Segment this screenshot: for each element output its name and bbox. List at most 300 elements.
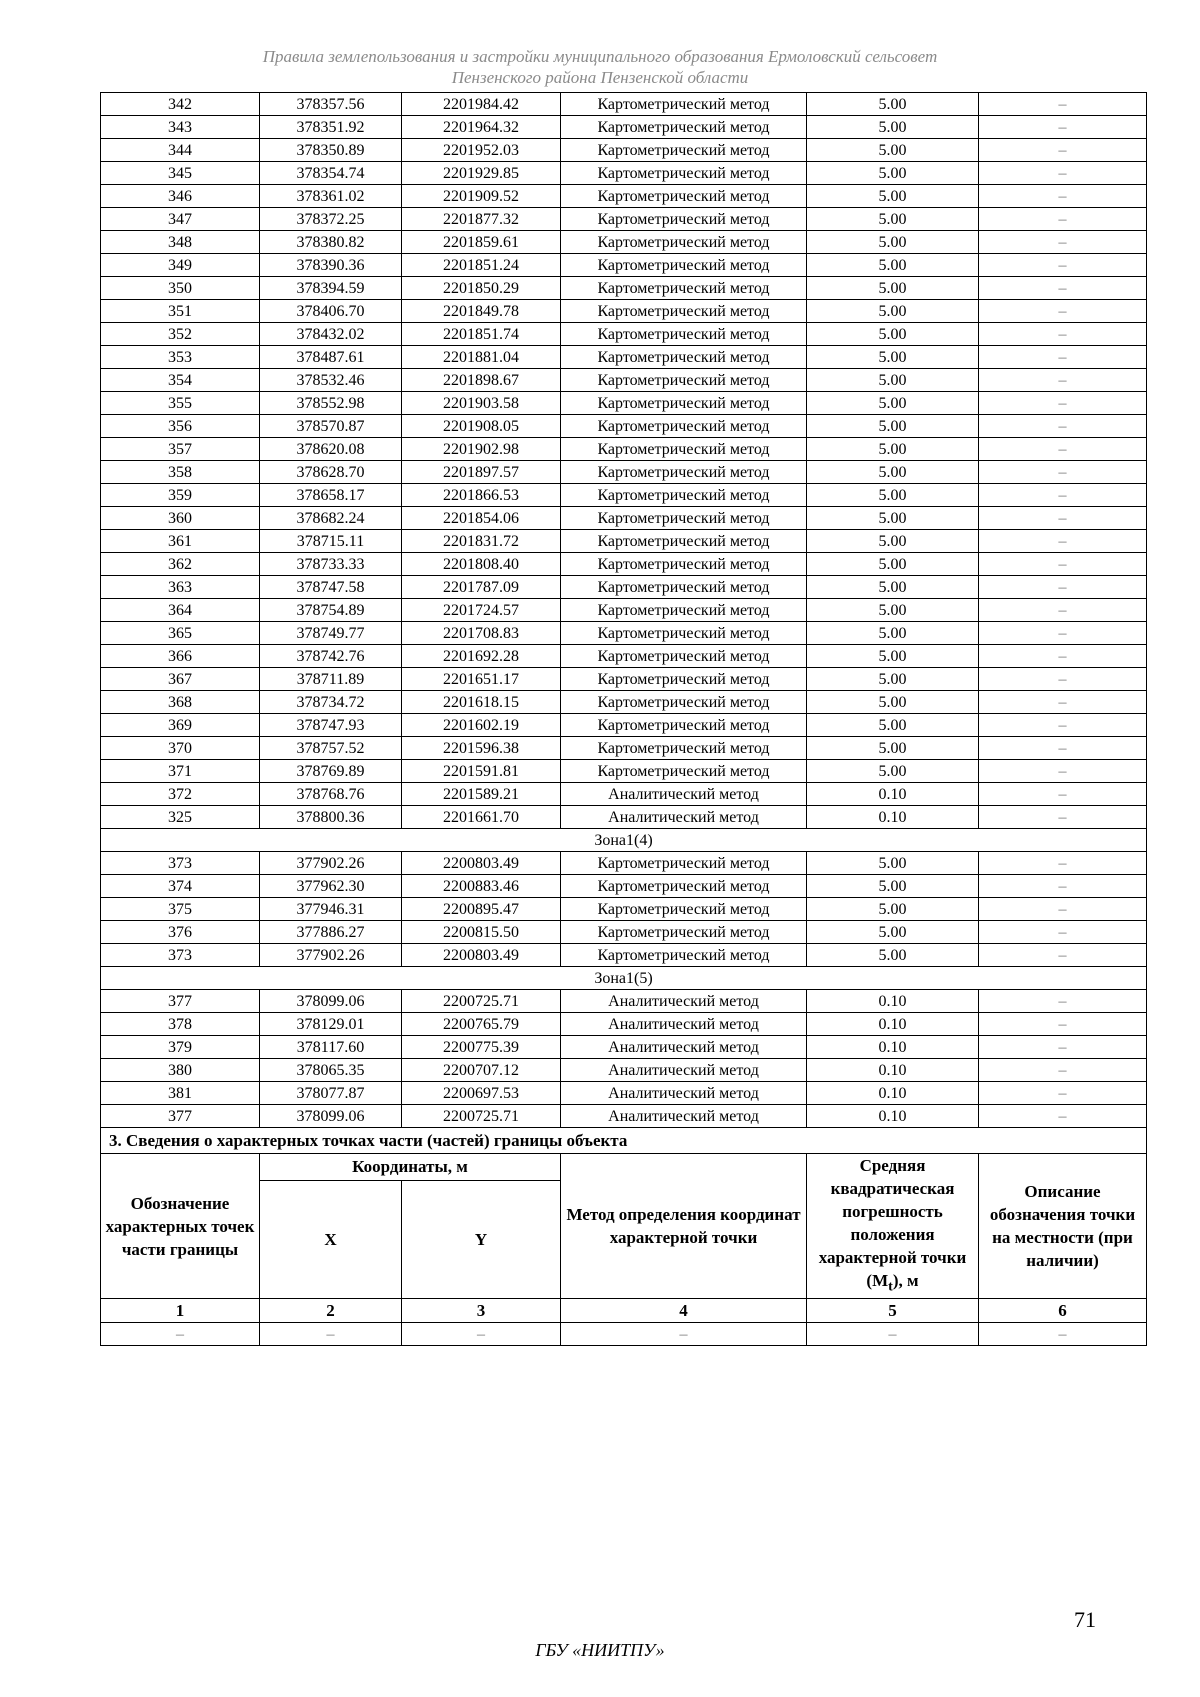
point-number-cell: 355 [101, 392, 260, 415]
error-cell: 5.00 [807, 208, 979, 231]
description-cell: – [979, 806, 1147, 829]
empty-cell: – [260, 1323, 402, 1346]
method-cell: Картометрический метод [561, 116, 807, 139]
table-row [101, 1105, 1147, 1128]
method-cell: Картометрический метод [561, 461, 807, 484]
x-cell: 377946.31 [260, 898, 402, 921]
y-cell: 2200815.50 [402, 921, 561, 944]
x-cell: 378800.36 [260, 806, 402, 829]
y-cell: 2200725.71 [402, 990, 561, 1013]
point-number-cell: 356 [101, 415, 260, 438]
point-number-cell: 360 [101, 507, 260, 530]
method-cell: Аналитический метод [561, 1036, 807, 1059]
table-row [101, 300, 1147, 323]
x-cell: 378620.08 [260, 438, 402, 461]
point-number-cell: 372 [101, 783, 260, 806]
description-cell: – [979, 415, 1147, 438]
method-cell: Картометрический метод [561, 760, 807, 783]
error-cell: 0.10 [807, 1013, 979, 1036]
y-cell: 2200775.39 [402, 1036, 561, 1059]
x-cell: 378099.06 [260, 990, 402, 1013]
error-cell: 5.00 [807, 691, 979, 714]
y-cell: 2201859.61 [402, 231, 561, 254]
error-cell: 5.00 [807, 300, 979, 323]
point-number-cell: 377 [101, 990, 260, 1013]
point-number-cell: 373 [101, 944, 260, 967]
error-cell: 5.00 [807, 737, 979, 760]
table-row [101, 461, 1147, 484]
x-cell: 378354.74 [260, 162, 402, 185]
x-cell: 378769.89 [260, 760, 402, 783]
header-y: Y [402, 1180, 561, 1299]
y-cell: 2201851.74 [402, 323, 561, 346]
description-cell: – [979, 760, 1147, 783]
error-cell: 5.00 [807, 277, 979, 300]
description-cell: – [979, 645, 1147, 668]
empty-cell: – [979, 1323, 1147, 1346]
description-cell: – [979, 530, 1147, 553]
table-row [101, 139, 1147, 162]
y-cell: 2201849.78 [402, 300, 561, 323]
empty-cell: – [561, 1323, 807, 1346]
header-coordinates: Координаты, м [260, 1154, 561, 1181]
method-cell: Картометрический метод [561, 484, 807, 507]
description-cell: – [979, 162, 1147, 185]
x-cell: 378077.87 [260, 1082, 402, 1105]
x-cell: 378757.52 [260, 737, 402, 760]
table-row [101, 1059, 1147, 1082]
y-cell: 2201964.32 [402, 116, 561, 139]
method-cell: Картометрический метод [561, 737, 807, 760]
y-cell: 2201708.83 [402, 622, 561, 645]
error-cell: 5.00 [807, 93, 979, 116]
y-cell: 2200707.12 [402, 1059, 561, 1082]
y-cell: 2201854.06 [402, 507, 561, 530]
method-cell: Картометрический метод [561, 208, 807, 231]
zone-row [101, 829, 1147, 852]
zone-rows-4 [101, 852, 1147, 967]
description-cell: – [979, 254, 1147, 277]
point-number-cell: 378 [101, 1013, 260, 1036]
method-cell: Картометрический метод [561, 944, 807, 967]
method-cell: Аналитический метод [561, 1082, 807, 1105]
method-cell: Картометрический метод [561, 921, 807, 944]
section-title: 3. Сведения о характерных точках части (частей) границы объекта [101, 1128, 1147, 1154]
y-cell: 2201661.70 [402, 806, 561, 829]
error-cell: 5.00 [807, 530, 979, 553]
table-row [101, 852, 1147, 875]
x-cell: 378749.77 [260, 622, 402, 645]
table-row [101, 1013, 1147, 1036]
error-cell: 5.00 [807, 553, 979, 576]
table-row [101, 208, 1147, 231]
method-cell: Аналитический метод [561, 1105, 807, 1128]
error-cell: 5.00 [807, 231, 979, 254]
error-cell: 5.00 [807, 254, 979, 277]
method-cell: Картометрический метод [561, 645, 807, 668]
error-cell: 5.00 [807, 852, 979, 875]
error-cell: 5.00 [807, 369, 979, 392]
empty-cell: – [402, 1323, 561, 1346]
error-cell: 5.00 [807, 415, 979, 438]
table-row [101, 1082, 1147, 1105]
y-cell: 2200895.47 [402, 898, 561, 921]
x-cell: 378351.92 [260, 116, 402, 139]
description-cell: – [979, 944, 1147, 967]
y-cell: 2201591.81 [402, 760, 561, 783]
table-row [101, 576, 1147, 599]
x-cell: 378117.60 [260, 1036, 402, 1059]
method-cell: Картометрический метод [561, 139, 807, 162]
x-cell: 378747.93 [260, 714, 402, 737]
y-cell: 2200765.79 [402, 1013, 561, 1036]
x-cell: 377886.27 [260, 921, 402, 944]
x-cell: 377962.30 [260, 875, 402, 898]
point-number-cell: 363 [101, 576, 260, 599]
table-row [101, 530, 1147, 553]
description-cell: – [979, 1013, 1147, 1036]
page-header [0, 46, 1200, 88]
point-number-cell: 346 [101, 185, 260, 208]
section-3 [101, 1128, 1147, 1346]
y-cell: 2201831.72 [402, 530, 561, 553]
description-cell: – [979, 668, 1147, 691]
y-cell: 2201692.28 [402, 645, 561, 668]
error-cell: 5.00 [807, 323, 979, 346]
error-cell: 5.00 [807, 185, 979, 208]
point-number-cell: 325 [101, 806, 260, 829]
x-cell: 378129.01 [260, 1013, 402, 1036]
method-cell: Картометрический метод [561, 875, 807, 898]
table-row [101, 93, 1147, 116]
x-cell: 378570.87 [260, 415, 402, 438]
point-number-cell: 347 [101, 208, 260, 231]
error-cell: 0.10 [807, 1036, 979, 1059]
table-row [101, 438, 1147, 461]
point-number-cell: 381 [101, 1082, 260, 1105]
method-cell: Картометрический метод [561, 852, 807, 875]
table-row [101, 806, 1147, 829]
y-cell: 2201902.98 [402, 438, 561, 461]
description-cell: – [979, 852, 1147, 875]
error-cell: 5.00 [807, 599, 979, 622]
column-number: 5 [807, 1299, 979, 1323]
error-cell: 5.00 [807, 438, 979, 461]
zone-rows-5 [101, 990, 1147, 1128]
x-cell: 378406.70 [260, 300, 402, 323]
method-cell: Аналитический метод [561, 1013, 807, 1036]
y-cell: 2201929.85 [402, 162, 561, 185]
method-cell: Аналитический метод [561, 990, 807, 1013]
error-cell: 5.00 [807, 346, 979, 369]
description-cell: – [979, 691, 1147, 714]
point-number-cell: 377 [101, 1105, 260, 1128]
description-cell: – [979, 990, 1147, 1013]
table-row [101, 599, 1147, 622]
method-cell: Аналитический метод [561, 1059, 807, 1082]
point-number-cell: 343 [101, 116, 260, 139]
error-cell: 0.10 [807, 990, 979, 1013]
description-cell: – [979, 553, 1147, 576]
method-cell: Картометрический метод [561, 622, 807, 645]
method-cell: Картометрический метод [561, 898, 807, 921]
point-number-cell: 373 [101, 852, 260, 875]
description-cell: – [979, 438, 1147, 461]
error-cell: 5.00 [807, 622, 979, 645]
table-row [101, 760, 1147, 783]
x-cell: 378532.46 [260, 369, 402, 392]
x-cell: 378390.36 [260, 254, 402, 277]
table-row [101, 1036, 1147, 1059]
method-cell: Картометрический метод [561, 369, 807, 392]
point-number-cell: 364 [101, 599, 260, 622]
description-cell: – [979, 714, 1147, 737]
point-number-cell: 375 [101, 898, 260, 921]
header-point-designation: Обозначение характерных точек части границы [101, 1154, 260, 1299]
point-number-cell: 359 [101, 484, 260, 507]
description-cell: – [979, 576, 1147, 599]
description-cell: – [979, 484, 1147, 507]
method-cell: Картометрический метод [561, 530, 807, 553]
y-cell: 2201651.17 [402, 668, 561, 691]
x-cell: 378394.59 [260, 277, 402, 300]
point-number-cell: 379 [101, 1036, 260, 1059]
point-number-cell: 342 [101, 93, 260, 116]
table-row [101, 484, 1147, 507]
table-row [101, 346, 1147, 369]
table-row [101, 162, 1147, 185]
error-cell: 5.00 [807, 392, 979, 415]
description-cell: – [979, 1036, 1147, 1059]
y-cell: 2200883.46 [402, 875, 561, 898]
table-row [101, 254, 1147, 277]
method-cell: Картометрический метод [561, 185, 807, 208]
description-cell: – [979, 116, 1147, 139]
coordinates-table [100, 92, 1147, 1346]
point-number-cell: 345 [101, 162, 260, 185]
description-cell: – [979, 323, 1147, 346]
x-cell: 378682.24 [260, 507, 402, 530]
description-cell: – [979, 783, 1147, 806]
method-cell: Картометрический метод [561, 415, 807, 438]
column-number: 4 [561, 1299, 807, 1323]
y-cell: 2200803.49 [402, 944, 561, 967]
y-cell: 2200725.71 [402, 1105, 561, 1128]
point-number-cell: 374 [101, 875, 260, 898]
header-line-2: Пензенского района Пензенской области [451, 68, 749, 87]
point-number-cell: 370 [101, 737, 260, 760]
zone-label: Зона1(4) [101, 829, 1147, 852]
point-number-cell: 354 [101, 369, 260, 392]
table-row [101, 944, 1147, 967]
point-number-cell: 371 [101, 760, 260, 783]
y-cell: 2201903.58 [402, 392, 561, 415]
table-row [101, 898, 1147, 921]
description-cell: – [979, 737, 1147, 760]
table-row [101, 645, 1147, 668]
table-row [101, 622, 1147, 645]
empty-cell: – [807, 1323, 979, 1346]
table-row [101, 507, 1147, 530]
method-cell: Картометрический метод [561, 553, 807, 576]
column-number: 1 [101, 1299, 260, 1323]
empty-row [101, 1323, 1147, 1346]
y-cell: 2201596.38 [402, 737, 561, 760]
error-cell: 5.00 [807, 668, 979, 691]
point-number-cell: 367 [101, 668, 260, 691]
empty-cell: – [101, 1323, 260, 1346]
error-cell: 5.00 [807, 576, 979, 599]
error-cell: 5.00 [807, 921, 979, 944]
table-row [101, 875, 1147, 898]
x-cell: 378099.06 [260, 1105, 402, 1128]
point-number-cell: 365 [101, 622, 260, 645]
method-cell: Картометрический метод [561, 691, 807, 714]
error-cell: 5.00 [807, 116, 979, 139]
error-cell: 5.00 [807, 714, 979, 737]
column-number: 2 [260, 1299, 402, 1323]
y-cell: 2201602.19 [402, 714, 561, 737]
x-cell: 378711.89 [260, 668, 402, 691]
point-number-cell: 344 [101, 139, 260, 162]
method-cell: Картометрический метод [561, 162, 807, 185]
table-row [101, 369, 1147, 392]
error-cell: 5.00 [807, 139, 979, 162]
x-cell: 378628.70 [260, 461, 402, 484]
description-cell: – [979, 898, 1147, 921]
x-cell: 378372.25 [260, 208, 402, 231]
x-cell: 378715.11 [260, 530, 402, 553]
y-cell: 2201618.15 [402, 691, 561, 714]
error-cell: 5.00 [807, 645, 979, 668]
y-cell: 2201851.24 [402, 254, 561, 277]
header-error: Средняя квадратическая погрешность положения характерной точки $(M_t)$, м [807, 1154, 979, 1299]
description-cell: – [979, 921, 1147, 944]
method-cell: Картометрический метод [561, 576, 807, 599]
error-cell: 5.00 [807, 484, 979, 507]
description-cell: – [979, 392, 1147, 415]
point-number-cell: 366 [101, 645, 260, 668]
method-cell: Картометрический метод [561, 231, 807, 254]
x-cell: 377902.26 [260, 944, 402, 967]
description-cell: – [979, 622, 1147, 645]
x-cell: 378742.76 [260, 645, 402, 668]
point-number-cell: 348 [101, 231, 260, 254]
description-cell: – [979, 300, 1147, 323]
y-cell: 2201952.03 [402, 139, 561, 162]
point-number-cell: 368 [101, 691, 260, 714]
x-cell: 378065.35 [260, 1059, 402, 1082]
point-number-cell: 380 [101, 1059, 260, 1082]
table-row [101, 392, 1147, 415]
header-line-1: Правила землепользования и застройки муниципального образования Ермоловский сельсовет [262, 47, 938, 66]
description-cell: – [979, 346, 1147, 369]
table-row [101, 668, 1147, 691]
error-cell: 0.10 [807, 1059, 979, 1082]
x-cell: 378747.58 [260, 576, 402, 599]
point-number-cell: 350 [101, 277, 260, 300]
table-row [101, 185, 1147, 208]
x-cell: 378487.61 [260, 346, 402, 369]
method-cell: Картометрический метод [561, 668, 807, 691]
error-cell: 5.00 [807, 944, 979, 967]
y-cell: 2201808.40 [402, 553, 561, 576]
table-row [101, 231, 1147, 254]
x-cell: 378734.72 [260, 691, 402, 714]
description-cell: – [979, 875, 1147, 898]
table-row [101, 921, 1147, 944]
zone-label: Зона1(5) [101, 967, 1147, 990]
zone-row [101, 967, 1147, 990]
table-row [101, 323, 1147, 346]
method-cell: Картометрический метод [561, 599, 807, 622]
error-cell: 5.00 [807, 898, 979, 921]
description-cell: – [979, 185, 1147, 208]
table-row [101, 116, 1147, 139]
table-row [101, 714, 1147, 737]
description-cell: – [979, 461, 1147, 484]
method-cell: Аналитический метод [561, 806, 807, 829]
table-row [101, 553, 1147, 576]
page-number: 71 [1074, 1607, 1096, 1632]
description-cell: – [979, 1059, 1147, 1082]
x-cell: 378733.33 [260, 553, 402, 576]
method-cell: Картометрический метод [561, 346, 807, 369]
point-number-cell: 369 [101, 714, 260, 737]
column-numbers-row [101, 1299, 1147, 1323]
zone-rows-main [101, 93, 1147, 829]
method-cell: Картометрический метод [561, 323, 807, 346]
x-cell: 378754.89 [260, 599, 402, 622]
x-cell: 378357.56 [260, 93, 402, 116]
description-cell: – [979, 231, 1147, 254]
method-cell: Аналитический метод [561, 783, 807, 806]
column-number: 3 [402, 1299, 561, 1323]
method-cell: Картометрический метод [561, 438, 807, 461]
point-number-cell: 358 [101, 461, 260, 484]
y-cell: 2201866.53 [402, 484, 561, 507]
point-number-cell: 349 [101, 254, 260, 277]
error-cell: 5.00 [807, 507, 979, 530]
method-cell: Картометрический метод [561, 93, 807, 116]
x-cell: 378432.02 [260, 323, 402, 346]
y-cell: 2201897.57 [402, 461, 561, 484]
method-cell: Картометрический метод [561, 300, 807, 323]
y-cell: 2201787.09 [402, 576, 561, 599]
x-cell: 378380.82 [260, 231, 402, 254]
table-row [101, 415, 1147, 438]
x-cell: 378768.76 [260, 783, 402, 806]
table-row [101, 277, 1147, 300]
y-cell: 2200697.53 [402, 1082, 561, 1105]
y-cell: 2201908.05 [402, 415, 561, 438]
y-cell: 2201724.57 [402, 599, 561, 622]
description-cell: – [979, 599, 1147, 622]
description-cell: – [979, 277, 1147, 300]
method-cell: Картометрический метод [561, 277, 807, 300]
y-cell: 2201881.04 [402, 346, 561, 369]
point-number-cell: 362 [101, 553, 260, 576]
point-number-cell: 357 [101, 438, 260, 461]
description-cell: – [979, 1105, 1147, 1128]
description-cell: – [979, 369, 1147, 392]
point-number-cell: 352 [101, 323, 260, 346]
method-cell: Картометрический метод [561, 254, 807, 277]
x-cell: 378350.89 [260, 139, 402, 162]
x-cell: 378361.02 [260, 185, 402, 208]
header-method: Метод определения координат характерной точки [561, 1154, 807, 1299]
method-cell: Картометрический метод [561, 507, 807, 530]
